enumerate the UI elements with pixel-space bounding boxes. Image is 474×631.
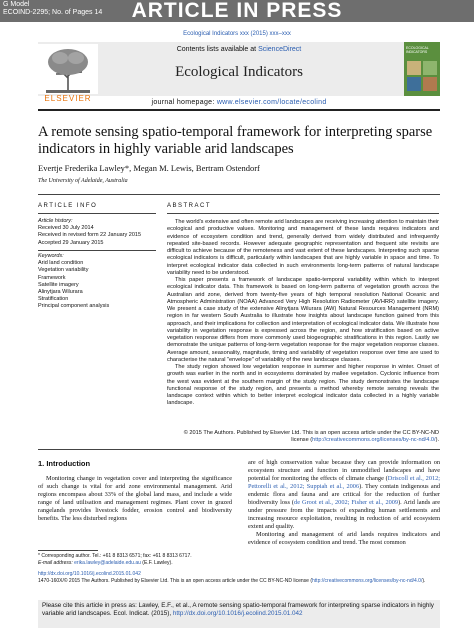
affiliation: The University of Adelaide, Australia — [38, 178, 128, 184]
abstract-paragraph: The world's extensive and often remote arid landscapes are receiving increasing attention to maintain their ecological and productive values. Monitoring and management of these lands requires indicators and evidence of ecosystem condition and trend, generally derived from widely distributed and infrequently repeated site-based records. However adequate geographic representation and frequent site revisits are difficult to achieve because of the remoteness and vast extent of these landscapes. Interpreting such sparse ecological indicators is difficult, particularly within landscapes that are highly variable in space and time. To interpret ecological indicator data collected in such environments long-term patterns of natural landscape variability need to be understood. — [167, 219, 439, 276]
doi-link[interactable]: http://dx.doi.org/10.1016/j.ecolind.2015.01.042 — [38, 571, 141, 577]
journal-homepage-line: journal homepage: www.elsevier.com/locate/ecolind — [151, 99, 327, 106]
citation-doi-link[interactable]: http://dx.doi.org/10.1016/j.ecolind.2015.01.042 — [172, 610, 303, 617]
corresponding-author: * Corresponding author. Tel.: +61 8 8313 6571; fax: +61 8 8313 6717. E-mail address: erika.lawley@adelaide.edu.au (E.F. Lawley). — [38, 553, 192, 566]
abstract-heading: ABSTRACT — [167, 203, 212, 209]
keywords-label: Keywords: — [38, 253, 64, 259]
keyword: Vegetation variability — [38, 267, 89, 274]
license-statement: © 2015 The Authors. Published by Elsevier Ltd. This is an open access article under the CC BY-NC-ND license (http://creativecommons.org/licenses/by-nc-nd/4.0/). — [183, 430, 439, 444]
intro-right-column — [248, 459, 440, 547]
page-count: No. of Pages 14 — [52, 9, 103, 16]
keyword: Arid land condition — [38, 260, 84, 267]
header-divider — [38, 109, 440, 111]
journal-homepage-link[interactable]: www.elsevier.com/locate/ecolind — [216, 99, 327, 106]
license-link[interactable]: http://creativecommons.org/licenses/by-nc-nd/4.0/ — [312, 437, 436, 444]
abstract-bottom-rule — [38, 449, 440, 450]
doi-line: http://dx.doi.org/10.1016/j.ecolind.2015.01.042 1470-160X/© 2015 The Authors. Published by Elsevier Ltd. This is an open access article under the CC BY-NC-ND license (http://creativecommons.org/licenses/by-nc-nd/4.0/). — [38, 571, 426, 584]
cover-photo-icon — [406, 60, 438, 92]
article-in-press-label: ARTICLE IN PRESS — [131, 0, 343, 22]
cover-title: ECOLOGICAL INDICATORS — [406, 46, 429, 54]
citation-link[interactable]: Driscoll et al., 2012; Pettorelli et al., 2012; Suppiah et al., 2006 — [248, 475, 441, 490]
elsevier-wordmark: ELSEVIER — [44, 94, 92, 103]
abstract-paragraph: This paper presents a framework of landscape spatio-temporal variability within which to interpret ecological indicator data. This framework is based on long-term patterns of vegetation growth across the Australian arid zone, derived from twenty-five years of high temporal resolution National Oceanic and Atmospheric Administration (NOAA) Advanced Very High Resolution Radiometer (AVHRR) satellite imagery. We present a case study of the extensive Alinytjara Wilurara (AW) Natural Resources Management (NRM) region in far western South Australia to illustrate how insights about landscape function gained from this approach, and their implications for collection and interpretation of ecological indicator data. We illustrate how variability in vegetation response is expressed across the region, and how stratification based on active vegetation response differs from more commonly used biogeographic stratifications in this region. Lastly we demonstrate the unique patterns of long-term vegetation response for the major vegetation response classes. Average amount, seasonality, magnitude, timing and variability of vegetation response over time are used to characterise the natural "envelope" of variability of the new landscape classes. — [167, 277, 439, 363]
keyword: Principal component analysis — [38, 303, 110, 310]
sciencedirect-link[interactable]: ScienceDirect — [258, 46, 302, 53]
keywords-list — [38, 253, 158, 311]
article-history — [38, 218, 158, 247]
journal-title: Ecological Indicators — [175, 64, 303, 80]
intro-paragraph: Monitoring and management of arid lands requires indicators and evidence of ecosystem condition and trend. The most common — [248, 531, 440, 546]
citation-text: Please cite this article in press as: Lawley, E.F., et al., A remote sensing spatio-temporal framework for interpreting sparse indicators in highly variable arid landscapes. Ecol. Indicat. (2015), http://dx.doi.org/10.1016/j.ecolind.2015.01.042 — [42, 602, 434, 617]
history-received: Received 30 July 2014 — [38, 225, 94, 232]
keywords-rule — [38, 250, 156, 251]
article-info-heading: ARTICLE INFO — [38, 203, 98, 209]
intro-paragraph: Monitoring change in vegetation cover and interpreting the significance of such change is vital for arid zone environmental management. Arid regions encompass about 33% of the global land mass, and include a wide range of land utilisation and management regimes. Plant cover in grazed rangelands provides livestock fodder, erosion control and biodiversity benefits. The less disturbed regions — [38, 475, 232, 522]
article-title: A remote sensing spatio-temporal framework for interpreting sparse indicators in highly variable arid landscapes — [38, 124, 433, 157]
keyword: Satellite imagery — [38, 281, 79, 288]
journal-reference[interactable]: Ecological Indicators xxx (2015) xxx–xxx — [183, 31, 291, 37]
history-revised: Received in revised form 22 January 2015 — [38, 232, 142, 239]
intro-left-column — [38, 475, 232, 523]
issn-license-link[interactable]: http://creativecommons.org/licenses/by-nc-nd/4.0/ — [312, 577, 423, 584]
title-divider — [38, 194, 440, 195]
gmodel-label: G Model — [3, 1, 30, 8]
contents-line: Contents lists available at ScienceDirect — [176, 46, 302, 53]
keyword: Alinytjara Wilurara — [38, 289, 83, 296]
article-info-rule — [38, 213, 156, 214]
model-info — [3, 1, 102, 17]
email-link[interactable]: erika.lawley@adelaide.edu.au — [74, 559, 141, 566]
abstract-body — [167, 219, 439, 408]
author-list: Evertje Frederika Lawley*, Megan M. Lewis, Bertram Ostendorf — [38, 163, 260, 173]
article-code: ECOIND-2295; No. of Pages 14 — [3, 9, 103, 16]
footnote-rule — [38, 550, 98, 551]
introduction-heading: 1. Introduction — [38, 459, 91, 468]
abstract-rule — [167, 213, 439, 214]
citation-link[interactable]: de Groot et al., 2002; Fisher et al., 2009 — [294, 499, 399, 506]
keyword: Framework — [38, 274, 66, 281]
history-accepted: Accepted 29 January 2015 — [38, 239, 104, 246]
abstract-paragraph: The study region showed low vegetation response in summer and higher response in winter. Onset of growth was earlier in the north and in ecosystems dominated by mallee vegetation. Cyclonic influence from the west was evident at the southern margin of the study region. The study demonstrates the landscape functional response of the study region, and presents a method whereby remote sensing reveals the landscape context within which to better interpret ecological indicator data collected in a highly variable landscape. — [167, 364, 439, 407]
history-label: Article history: — [38, 218, 73, 224]
intro-paragraph: are of high conservation value because they can provide information on ecosystem structure and function in unmodified landscapes and have potential for monitoring the effects of climate change (Driscoll et al., 2012; Pettorelli et al., 2012; Suppiah et al., 2006). They contain indigenous and endemic flora and fauna and are critical for the reduction of further biodiversity loss (de Groot et al., 2002; Fisher et al., 2009). Arid lands are under pressure from the impacts of expanding human settlements and increasing resource exploitation, resulting in reduction of arid ecosystem extent and quality. — [248, 459, 441, 530]
keyword: Stratification — [38, 296, 69, 303]
